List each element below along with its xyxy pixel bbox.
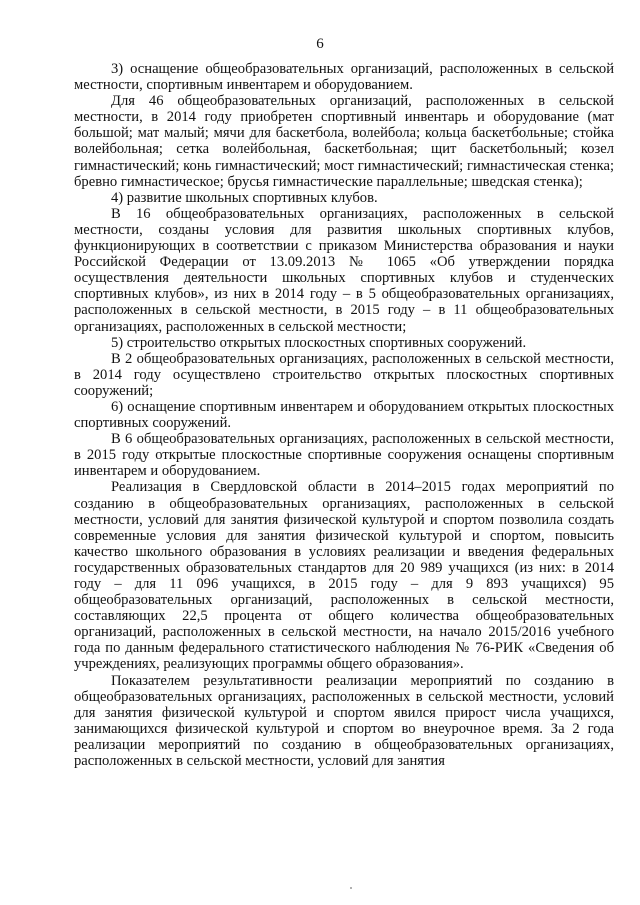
page-number: 6 bbox=[316, 36, 324, 52]
paragraph-construction-details: В 2 общеобразовательных организациях, расположенных в сельской местности, в 2014 году осуществлено строительство открытых плоскостных спортивных сооружений; bbox=[74, 350, 614, 399]
paragraph-item-3-equipment: 3) оснащение общеобразовательных организаций, расположенных в сельской местности, спортивным инвентарем и оборудованием. bbox=[74, 61, 614, 94]
paragraph-performance-indicator: Показателем результативности реализации мероприятий по созданию в общеобразовательных организациях, расположенных в сельской местности, условий для занятия физической культурой и спортом явился прирост числа учащихся, занимающихся физической культурой и спортом во внеурочное время. За 2 года реализации мероприятий по созданию в общеобразовательных организациях, расположенных в сельской местности, условий для занятия bbox=[74, 672, 614, 770]
paragraph-item-6-outfitting: 6) оснащение спортивным инвентарем и оборудованием открытых плоскостных спортивных сооружений. bbox=[74, 398, 614, 432]
paragraph-equipment-details: Для 46 общеобразовательных организаций, расположенных в сельской местности, в 2014 году приобретен спортивный инвентарь и оборудование (мат большой; мат малый; мячи для баскетбола, волейбола; кольца баскетбольные; стойка волейбольная; сетка волейбольная, баскетбольная; щит баскетбольный; козел гимнастический; конь гимнастический; мост гимнастический; гимнастическая стенка; бревно гимнастическое; брусья гимнастические параллельные; шведская стенка); bbox=[74, 93, 614, 190]
paragraph-item-5-construction: 5) строительство открытых плоскостных спортивных сооружений. bbox=[111, 334, 527, 351]
paragraph-outfitting-details: В 6 общеобразовательных организациях, расположенных в сельской местности, в 2015 году открытые плоскостные спортивные сооружения оснащены спортивным инвентарем и оборудованием. bbox=[74, 431, 614, 480]
paragraph-item-4-clubs: 4) развитие школьных спортивных клубов. bbox=[111, 189, 378, 206]
document-body bbox=[74, 61, 614, 769]
paragraph-clubs-details: В 16 общеобразовательных организациях, расположенных в сельской местности, созданы условия для развития школьных спортивных клубов, функционирующих в соответствии с приказом Министерства образования и науки Российской Федерации от 13.09.2013 № 1065 «Об утверждении порядка осуществления деятельности школьных спортивных клубов и студенческих спортивных клубов», из них в 2014 году – в 5 общеобразовательных организациях, расположенных в сельской местности, в 2015 году – в 11 общеобразовательных организациях, расположенных в сельской местности; bbox=[74, 205, 614, 335]
paragraph-implementation-summary: Реализация в Свердловской области в 2014–2015 годах мероприятий по созданию в общеобразовательных организациях, расположенных в сельской местности, условий для занятия физической культурой и спортом позволила создать современные условия для занятия физической культурой и спортом, повысить качество школьного образования в условиях реализации и введения федеральных государственных образовательных стандартов для 20 989 учащихся (из них: в 2014 году – для 11 096 учащихся, в 2015 году – для 9 893 учащихся) 95 общеобразовательных организаций, расположенных в сельской местности, составляющих 22,5 процента от общего количества общеобразовательных организаций, расположенных в сельской местности, на начало 2015/2016 учебного года по данным федерального статистического наблюдения № 76-РИК «Сведения об учреждениях, реализующих программы общего образования». bbox=[74, 479, 614, 673]
scan-speck bbox=[350, 887, 352, 889]
